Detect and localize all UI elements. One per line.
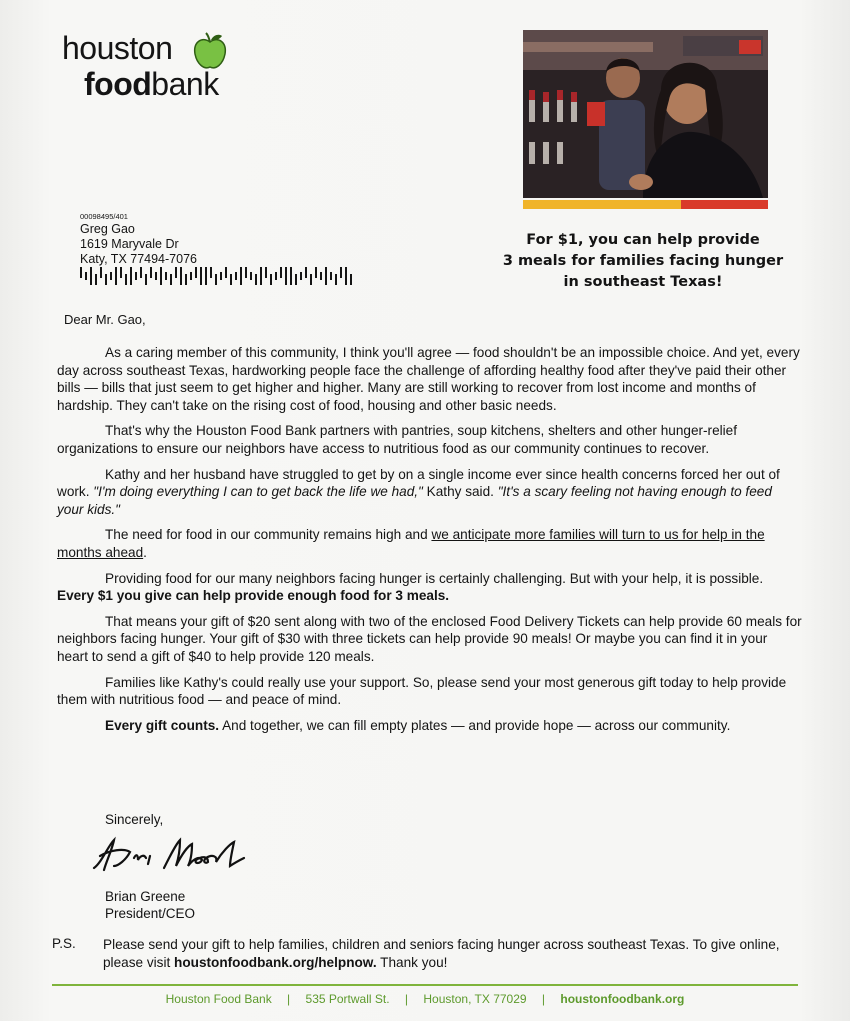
footer-divider	[52, 984, 798, 986]
paragraph-4: The need for food in our community remains high and we anticipate more families will turn to us for help in the months ahead.	[57, 527, 765, 560]
footer-separator: |	[404, 992, 409, 1006]
signer-name: Brian Greene	[105, 889, 186, 904]
houston-food-bank-logo	[62, 30, 262, 102]
footer-separator: |	[541, 992, 546, 1006]
paragraph-1: As a caring member of this community, I think you'll agree — food shouldn't be an impossible choice. And yet, every day across southeast Texas, hardworking people face the challenge of affording healthy food after they've paid their other bills — bills that just seem to get higher and higher. Many are still working to recover from lost income and months of hardship. They can't take on the rising cost of food, housing and other basic needs.	[57, 345, 800, 413]
callout-headline: For $1, you can help provide 3 meals for families facing hunger in southeast Texas!	[502, 232, 784, 290]
signature	[90, 832, 250, 876]
recipient-address	[80, 212, 197, 267]
account-number: 00098495/401	[80, 212, 128, 221]
donate-link[interactable]: houstonfoodbank.org/helpnow.	[174, 954, 377, 970]
recipient-street: 1619 Maryvale Dr	[80, 237, 179, 251]
paragraph-3: Kathy and her husband have struggled to get by on a single income ever since health concerns forced her out of work. "I'm doing everything I can to get back the life we had," Kathy said. "It's a scary feeling not having enough to feed your kids."	[57, 466, 780, 517]
footer	[52, 992, 798, 1006]
signer-block	[105, 888, 195, 922]
postal-barcode	[80, 267, 362, 285]
photo-color-bar	[523, 200, 768, 209]
ps-label: P.S.	[52, 936, 76, 951]
footer-org: Houston Food Bank	[165, 992, 272, 1006]
signer-title: President/CEO	[105, 906, 196, 921]
footer-website-link[interactable]: houstonfoodbank.org	[560, 992, 685, 1006]
ps-text: Please send your gift to help families, children and seniors facing hunger across southeast Texas. To give online, please visit houstonfoodbank.org/helpnow. Thank you!	[103, 937, 780, 970]
salutation: Dear Mr. Gao,	[64, 312, 146, 327]
logo-word-foodbank: foodbank	[84, 66, 219, 102]
paragraph-7: Families like Kathy's could really use your support. So, please send your most generous gift today to help provide them with nutritious food — and peace of mind.	[57, 674, 787, 708]
paragraph-5: Providing food for our many neighbors facing hunger is certainly challenging. But with your help, it is possible. Every $1 you give can help provide enough food for 3 meals.	[57, 570, 764, 604]
paragraph-6: That means your gift of $20 sent along with two of the enclosed Food Delivery Tickets can help provide 60 meals for neighbors facing hunger. Your gift of $30 with three tickets can help provide 90 meals! Or maybe you can find it in your heart to send a gift of $40 to help provide 120 meals.	[57, 613, 802, 664]
logo-word-houston: houston	[62, 30, 173, 66]
footer-street: 535 Portwall St.	[305, 992, 390, 1006]
recipient-city: Katy, TX 77494-7076	[80, 252, 197, 266]
closing: Sincerely,	[105, 812, 164, 827]
recipient-name: Greg Gao	[80, 222, 135, 236]
paragraph-8: Every gift counts. And together, we can fill empty plates — and provide hope — across our community.	[105, 717, 731, 733]
paragraph-2: That's why the Houston Food Bank partners with pantries, soup kitchens, shelters and other hunger-relief organizations to ensure our neighbors have access to nutritious food as our community continues to recover.	[57, 423, 738, 456]
footer-city: Houston, TX 77029	[423, 992, 527, 1006]
footer-separator: |	[287, 992, 291, 1006]
family-photo	[523, 30, 768, 198]
letter-body	[57, 344, 802, 742]
